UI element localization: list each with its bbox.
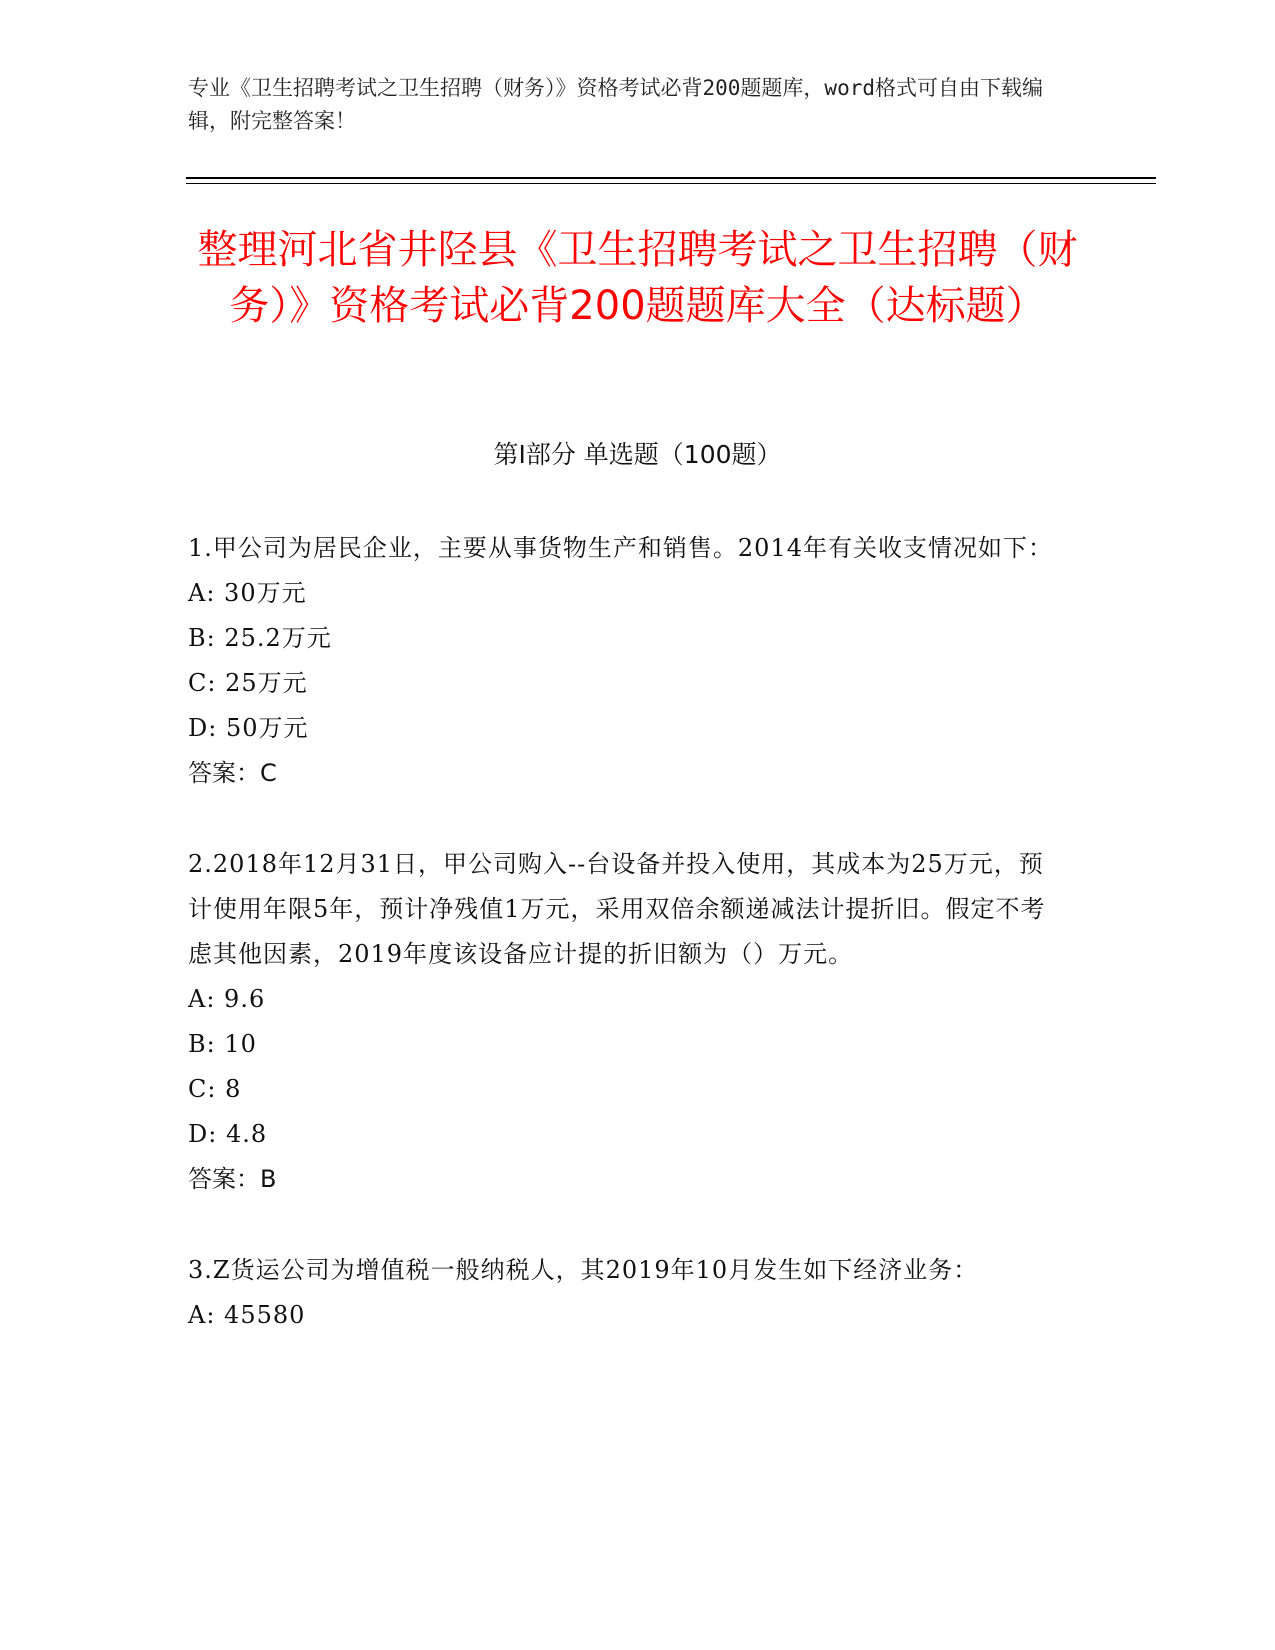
option-b: B: 25.2万元 xyxy=(188,624,332,652)
header-divider-thick xyxy=(186,177,1156,179)
section-title: 第I部分 单选题（100题） xyxy=(493,440,782,469)
option-a: A: 30万元 xyxy=(188,579,307,607)
question-3 xyxy=(188,1248,1068,1338)
option-d: D: 4.8 xyxy=(188,1120,268,1148)
question-list xyxy=(188,526,1068,1384)
option-a: A: 45580 xyxy=(188,1301,306,1329)
option-c: C: 8 xyxy=(188,1075,242,1103)
option-d: D: 50万元 xyxy=(188,714,309,742)
question-2 xyxy=(188,842,1068,1202)
question-stem: 2.2018年12月31日，甲公司购入--台设备并投入使用，其成本为25万元，预计使用年限5年，预计净残值1万元，采用双倍余额递减法计提折旧。假定不考虑其他因素，2019年度该设备应计提的折旧额为（）万元。 xyxy=(188,850,1046,968)
question-stem: 3.Z货运公司为增值税一般纳税人，其2019年10月发生如下经济业务： xyxy=(188,1256,979,1284)
option-c: C: 25万元 xyxy=(188,669,308,697)
option-a: A: 9.6 xyxy=(188,985,266,1013)
option-b: B: 10 xyxy=(188,1030,257,1058)
answer-line: 答案：B xyxy=(188,1165,277,1193)
question-1 xyxy=(188,526,1068,796)
header-divider-thin xyxy=(186,183,1156,184)
question-stem: 1.甲公司为居民企业，主要从事货物生产和销售。2014年有关收支情况如下： xyxy=(188,534,1053,562)
header-note: 专业《卫生招聘考试之卫生招聘（财务）》资格考试必背200题题库，word格式可自由下载编辑，附完整答案！ xyxy=(188,76,1043,133)
document-title: 整理河北省井陉县《卫生招聘考试之卫生招聘（财务）》资格考试必背200题题库大全（达标题） xyxy=(197,227,1078,329)
answer-line: 答案：C xyxy=(188,759,277,787)
